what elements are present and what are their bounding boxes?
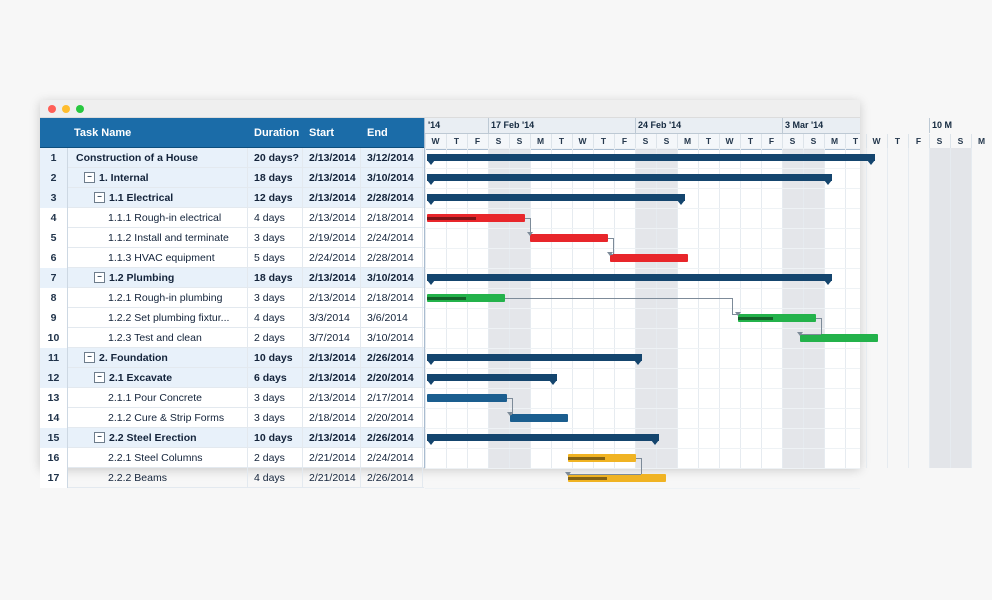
timeline-week-separator	[782, 118, 783, 133]
timeline-day-label: M	[683, 136, 692, 146]
task-name-label: 2. Foundation	[99, 351, 168, 364]
cell-task-name[interactable]	[68, 368, 248, 388]
weekend-shading	[950, 148, 971, 468]
timeline-day-label: T	[453, 136, 460, 146]
timeline-day-separator	[845, 134, 846, 149]
task-name-label: 1.1.1 Rough-in electrical	[108, 211, 222, 224]
cell-start[interactable]: 3/7/2014	[303, 328, 361, 348]
cell-end[interactable]: 2/17/2014	[361, 388, 423, 408]
task-name-label: 1.2.3 Test and clean	[108, 331, 202, 344]
dependency-link	[800, 334, 821, 335]
gantt-bar[interactable]	[427, 214, 525, 222]
table-row[interactable]	[40, 468, 424, 488]
cell-start[interactable]: 2/24/2014	[303, 248, 361, 268]
gantt-bar[interactable]	[610, 254, 688, 262]
gantt-bar[interactable]	[568, 474, 666, 482]
cell-start[interactable]: 2/13/2014	[303, 268, 361, 288]
chart-gridline	[866, 148, 867, 468]
cell-task-name[interactable]	[68, 208, 248, 228]
timeline-week-header	[425, 118, 953, 134]
collapse-toggle-icon[interactable]: −	[94, 372, 105, 383]
row-id: 8	[40, 288, 68, 308]
task-grid-rows	[40, 148, 424, 488]
timeline-day-label: F	[474, 136, 481, 146]
timeline-day-label: S	[663, 136, 670, 146]
chart-row-line	[425, 228, 860, 229]
cell-duration[interactable]: 2 days	[248, 448, 303, 468]
timeline-day-separator	[425, 134, 426, 149]
chart-row-line	[425, 468, 860, 469]
row-id: 6	[40, 248, 68, 268]
chart-row-line	[425, 448, 860, 449]
cell-end[interactable]: 3/10/2014	[361, 168, 423, 188]
column-header-duration[interactable]: Duration	[254, 126, 300, 139]
gantt-bar[interactable]	[427, 294, 505, 302]
row-id: 11	[40, 348, 68, 368]
cell-end[interactable]: 3/6/2014	[361, 308, 423, 328]
dependency-arrow-icon	[507, 412, 513, 416]
cell-duration[interactable]: 10 days	[248, 348, 303, 368]
timeline-day-separator	[614, 134, 615, 149]
collapse-toggle-icon[interactable]: −	[94, 272, 105, 283]
row-id: 14	[40, 408, 68, 428]
chart-row-line	[425, 308, 860, 309]
cell-start[interactable]: 3/3/2014	[303, 308, 361, 328]
chart-row-line	[425, 168, 860, 169]
chart-row-line	[425, 188, 860, 189]
timeline-week-separator	[488, 118, 489, 133]
gantt-bar[interactable]	[427, 274, 832, 281]
row-id: 13	[40, 388, 68, 408]
gantt-bar[interactable]	[530, 234, 608, 242]
gantt-bar[interactable]	[427, 194, 685, 201]
dependency-arrow-icon	[797, 332, 803, 336]
column-header-task-name[interactable]: Task Name	[74, 126, 132, 139]
task-name-label: 1.1 Electrical	[109, 191, 174, 204]
gantt-bar[interactable]	[427, 354, 642, 361]
cell-duration[interactable]: 4 days	[248, 468, 303, 488]
chart-gridline	[971, 148, 972, 468]
cell-end[interactable]: 2/18/2014	[361, 288, 423, 308]
timeline-day-separator	[782, 134, 783, 149]
cell-task-name[interactable]	[68, 228, 248, 248]
cell-start[interactable]: 2/13/2014	[303, 348, 361, 368]
chart-row-line	[425, 408, 860, 409]
cell-start[interactable]: 2/19/2014	[303, 228, 361, 248]
gantt-bar-progress	[427, 217, 476, 220]
timeline-day-label: T	[600, 136, 607, 146]
cell-start[interactable]: 2/21/2014	[303, 448, 361, 468]
task-name-label: 2.1.1 Pour Concrete	[108, 391, 202, 404]
gantt-bar[interactable]	[427, 154, 875, 161]
timeline-day-separator	[824, 134, 825, 149]
column-header-start[interactable]: Start	[309, 126, 335, 139]
cell-start[interactable]: 2/13/2014	[303, 428, 361, 448]
chart-row-line	[425, 288, 860, 289]
row-id: 17	[40, 468, 68, 488]
cell-duration[interactable]: 4 days	[248, 308, 303, 328]
gantt-bar-progress	[427, 297, 466, 300]
chart-row-line	[425, 208, 860, 209]
dependency-link	[568, 474, 641, 475]
minimize-icon[interactable]	[62, 105, 70, 113]
timeline-day-label: S	[642, 136, 649, 146]
cell-duration[interactable]: 20 days?	[248, 148, 303, 168]
timeline-day-label: F	[768, 136, 775, 146]
cell-duration[interactable]: 3 days	[248, 408, 303, 428]
table-row[interactable]	[40, 288, 424, 308]
chart-row-line	[425, 348, 860, 349]
table-row[interactable]	[40, 428, 424, 448]
timeline-day-label: S	[495, 136, 502, 146]
timeline-day-label: W	[872, 136, 881, 146]
cell-duration[interactable]: 18 days	[248, 268, 303, 288]
cell-task-name[interactable]	[68, 148, 248, 168]
timeline-day-label: T	[894, 136, 901, 146]
task-name-label: 1.1.3 HVAC equipment	[108, 251, 215, 264]
gantt-chart	[425, 118, 986, 468]
timeline-day-label: T	[852, 136, 859, 146]
task-name-label: 2.2.1 Steel Columns	[108, 451, 203, 464]
cell-duration[interactable]: 10 days	[248, 428, 303, 448]
chart-gridline	[929, 148, 930, 468]
cell-duration[interactable]: 4 days	[248, 208, 303, 228]
cell-end[interactable]: 2/28/2014	[361, 248, 423, 268]
chart-gridline	[887, 148, 888, 468]
dependency-arrow-icon	[735, 312, 741, 316]
timeline-week-separator	[929, 118, 930, 133]
timeline-day-label: T	[705, 136, 712, 146]
cell-start[interactable]: 2/13/2014	[303, 388, 361, 408]
timeline-day-separator	[761, 134, 762, 149]
task-name-label: 1. Internal	[99, 171, 149, 184]
gantt-bar[interactable]	[427, 374, 557, 381]
table-row[interactable]	[40, 268, 424, 288]
timeline-day-separator	[677, 134, 678, 149]
timeline-day-separator	[467, 134, 468, 149]
cell-task-name[interactable]	[68, 308, 248, 328]
timeline-day-label: M	[977, 136, 986, 146]
timeline-day-separator	[551, 134, 552, 149]
table-row[interactable]	[40, 168, 424, 188]
row-id: 2	[40, 168, 68, 188]
cell-end[interactable]: 2/26/2014	[361, 468, 423, 488]
timeline-day-separator	[530, 134, 531, 149]
cell-task-name[interactable]	[68, 388, 248, 408]
window-titlebar	[40, 100, 860, 118]
row-id: 4	[40, 208, 68, 228]
collapse-toggle-icon[interactable]: −	[84, 172, 95, 183]
cell-start[interactable]: 2/13/2014	[303, 368, 361, 388]
cell-duration[interactable]: 3 days	[248, 288, 303, 308]
row-id: 1	[40, 148, 68, 168]
task-name-label: 2.2.2 Beams	[108, 471, 167, 484]
cell-task-name[interactable]	[68, 448, 248, 468]
task-name-label: 1.1.2 Install and terminate	[108, 231, 229, 244]
dependency-link	[505, 298, 732, 299]
gantt-bar[interactable]	[738, 314, 816, 322]
dependency-arrow-icon	[607, 252, 613, 256]
task-name-label: 1.2.2 Set plumbing fixtur...	[108, 311, 230, 324]
cell-task-name[interactable]	[68, 328, 248, 348]
table-row[interactable]	[40, 348, 424, 368]
timeline-day-separator	[509, 134, 510, 149]
timeline-day-separator	[635, 134, 636, 149]
chart-gridline	[950, 148, 951, 468]
timeline-day-separator	[866, 134, 867, 149]
gantt-bar-progress	[738, 317, 773, 320]
chart-row-line	[425, 248, 860, 249]
gantt-bar[interactable]	[427, 174, 832, 181]
timeline-day-separator	[803, 134, 804, 149]
timeline-day-label: S	[810, 136, 817, 146]
row-id: 5	[40, 228, 68, 248]
table-row[interactable]	[40, 148, 424, 168]
cell-start[interactable]: 2/21/2014	[303, 468, 361, 488]
cell-start[interactable]: 2/18/2014	[303, 408, 361, 428]
gantt-bars-area[interactable]	[425, 148, 860, 468]
timeline-day-separator	[719, 134, 720, 149]
timeline-week-label: 3 Mar '14	[785, 120, 824, 130]
timeline-day-separator	[740, 134, 741, 149]
timeline-day-separator	[488, 134, 489, 149]
weekend-shading	[929, 148, 950, 468]
timeline-day-label: S	[936, 136, 943, 146]
timeline-day-label: T	[747, 136, 754, 146]
gantt-bar[interactable]	[427, 434, 659, 441]
cell-task-name[interactable]	[68, 468, 248, 488]
cell-end[interactable]: 2/24/2014	[361, 228, 423, 248]
timeline-day-separator	[593, 134, 594, 149]
task-name-label: 2.1 Excavate	[109, 371, 173, 384]
gantt-bar[interactable]	[800, 334, 878, 342]
cell-start[interactable]: 2/13/2014	[303, 188, 361, 208]
gantt-bar[interactable]	[427, 394, 507, 402]
dependency-link	[613, 238, 614, 254]
window-body	[40, 118, 986, 484]
table-row[interactable]	[40, 208, 424, 228]
timeline-day-label: M	[830, 136, 839, 146]
table-row[interactable]	[40, 388, 424, 408]
row-id: 16	[40, 448, 68, 468]
timeline-day-separator	[572, 134, 573, 149]
dependency-arrow-icon	[527, 232, 533, 236]
collapse-toggle-icon[interactable]: −	[94, 432, 105, 443]
chart-row-line	[425, 368, 860, 369]
chart-row-line	[425, 428, 860, 429]
row-id: 7	[40, 268, 68, 288]
cell-end[interactable]: 2/24/2014	[361, 448, 423, 468]
table-row[interactable]	[40, 328, 424, 348]
cell-duration[interactable]: 5 days	[248, 248, 303, 268]
timeline-day-label: F	[621, 136, 628, 146]
task-name-label: Construction of a House	[76, 151, 198, 164]
timeline-day-label: S	[516, 136, 523, 146]
chart-row-line	[425, 388, 860, 389]
cell-start[interactable]: 2/13/2014	[303, 168, 361, 188]
row-id: 12	[40, 368, 68, 388]
cell-duration[interactable]: 12 days	[248, 188, 303, 208]
row-id: 15	[40, 428, 68, 448]
timeline-day-separator	[446, 134, 447, 149]
row-id: 10	[40, 328, 68, 348]
task-name-label: 1.2.1 Rough-in plumbing	[108, 291, 223, 304]
timeline-day-separator	[971, 134, 972, 149]
gantt-bar-progress	[568, 457, 605, 460]
cell-task-name[interactable]	[68, 408, 248, 428]
cell-task-name[interactable]	[68, 288, 248, 308]
cell-end[interactable]: 2/28/2014	[361, 188, 423, 208]
task-grid	[40, 118, 425, 484]
cell-duration[interactable]: 18 days	[248, 168, 303, 188]
gantt-app-window	[40, 100, 986, 484]
cell-end[interactable]: 2/26/2014	[361, 428, 423, 448]
task-name-label: 2.1.2 Cure & Strip Forms	[108, 411, 225, 424]
task-name-label: 2.2 Steel Erection	[109, 431, 197, 444]
timeline-week-label: '14	[428, 120, 441, 130]
cell-end[interactable]: 2/18/2014	[361, 208, 423, 228]
timeline-day-separator	[698, 134, 699, 149]
table-row[interactable]	[40, 408, 424, 428]
timeline-week-label: 10 M	[932, 120, 953, 130]
task-name-label: 1.2 Plumbing	[109, 271, 175, 284]
timeline-day-label: F	[915, 136, 922, 146]
cell-end[interactable]: 3/12/2014	[361, 148, 423, 168]
cell-start[interactable]: 2/13/2014	[303, 148, 361, 168]
table-row[interactable]	[40, 248, 424, 268]
dependency-link	[732, 298, 733, 314]
cell-task-name[interactable]	[68, 348, 248, 368]
table-row[interactable]	[40, 228, 424, 248]
collapse-toggle-icon[interactable]: −	[94, 192, 105, 203]
row-id: 3	[40, 188, 68, 208]
cell-end[interactable]: 3/10/2014	[361, 268, 423, 288]
dependency-link	[641, 458, 642, 474]
chart-row-line	[425, 268, 860, 269]
cell-end[interactable]: 2/20/2014	[361, 408, 423, 428]
zoom-icon[interactable]	[76, 105, 84, 113]
chart-row-line	[425, 328, 860, 329]
table-row[interactable]	[40, 448, 424, 468]
row-id: 9	[40, 308, 68, 328]
cell-duration[interactable]: 2 days	[248, 328, 303, 348]
cell-start[interactable]: 2/13/2014	[303, 288, 361, 308]
gantt-bar[interactable]	[568, 454, 636, 462]
table-row[interactable]	[40, 188, 424, 208]
chart-gridline	[908, 148, 909, 468]
timeline-week-label: 24 Feb '14	[638, 120, 682, 130]
timeline-week-label: 17 Feb '14	[491, 120, 535, 130]
timeline-day-separator	[950, 134, 951, 149]
timeline-day-label: S	[957, 136, 964, 146]
cell-end[interactable]: 2/26/2014	[361, 348, 423, 368]
gantt-bar-progress	[568, 477, 607, 480]
cell-task-name[interactable]	[68, 188, 248, 208]
timeline-day-label: W	[431, 136, 440, 146]
cell-duration[interactable]: 3 days	[248, 228, 303, 248]
timeline-day-separator	[656, 134, 657, 149]
cell-task-name[interactable]	[68, 168, 248, 188]
chart-row-line	[425, 148, 860, 149]
column-header-end[interactable]: End	[367, 126, 388, 139]
dependency-arrow-icon	[565, 472, 571, 476]
cell-duration[interactable]: 3 days	[248, 388, 303, 408]
timeline-day-label: M	[536, 136, 545, 146]
task-grid-header	[40, 118, 424, 148]
collapse-toggle-icon[interactable]: −	[84, 352, 95, 363]
cell-start[interactable]: 2/13/2014	[303, 208, 361, 228]
cell-task-name[interactable]	[68, 428, 248, 448]
timeline-day-separator	[908, 134, 909, 149]
cell-duration[interactable]: 6 days	[248, 368, 303, 388]
dependency-link	[821, 318, 822, 334]
cell-end[interactable]: 2/20/2014	[361, 368, 423, 388]
timeline-week-separator	[635, 118, 636, 133]
timeline-day-separator	[887, 134, 888, 149]
table-row[interactable]	[40, 368, 424, 388]
cell-task-name[interactable]	[68, 268, 248, 288]
timeline-day-label: W	[578, 136, 587, 146]
table-row[interactable]	[40, 308, 424, 328]
timeline-day-label: T	[558, 136, 565, 146]
timeline-day-separator	[929, 134, 930, 149]
timeline-day-label: W	[725, 136, 734, 146]
cell-end[interactable]: 3/10/2014	[361, 328, 423, 348]
chart-row-line	[425, 488, 860, 489]
timeline-day-label: S	[789, 136, 796, 146]
close-icon[interactable]	[48, 105, 56, 113]
gantt-bar[interactable]	[510, 414, 568, 422]
cell-task-name[interactable]	[68, 248, 248, 268]
